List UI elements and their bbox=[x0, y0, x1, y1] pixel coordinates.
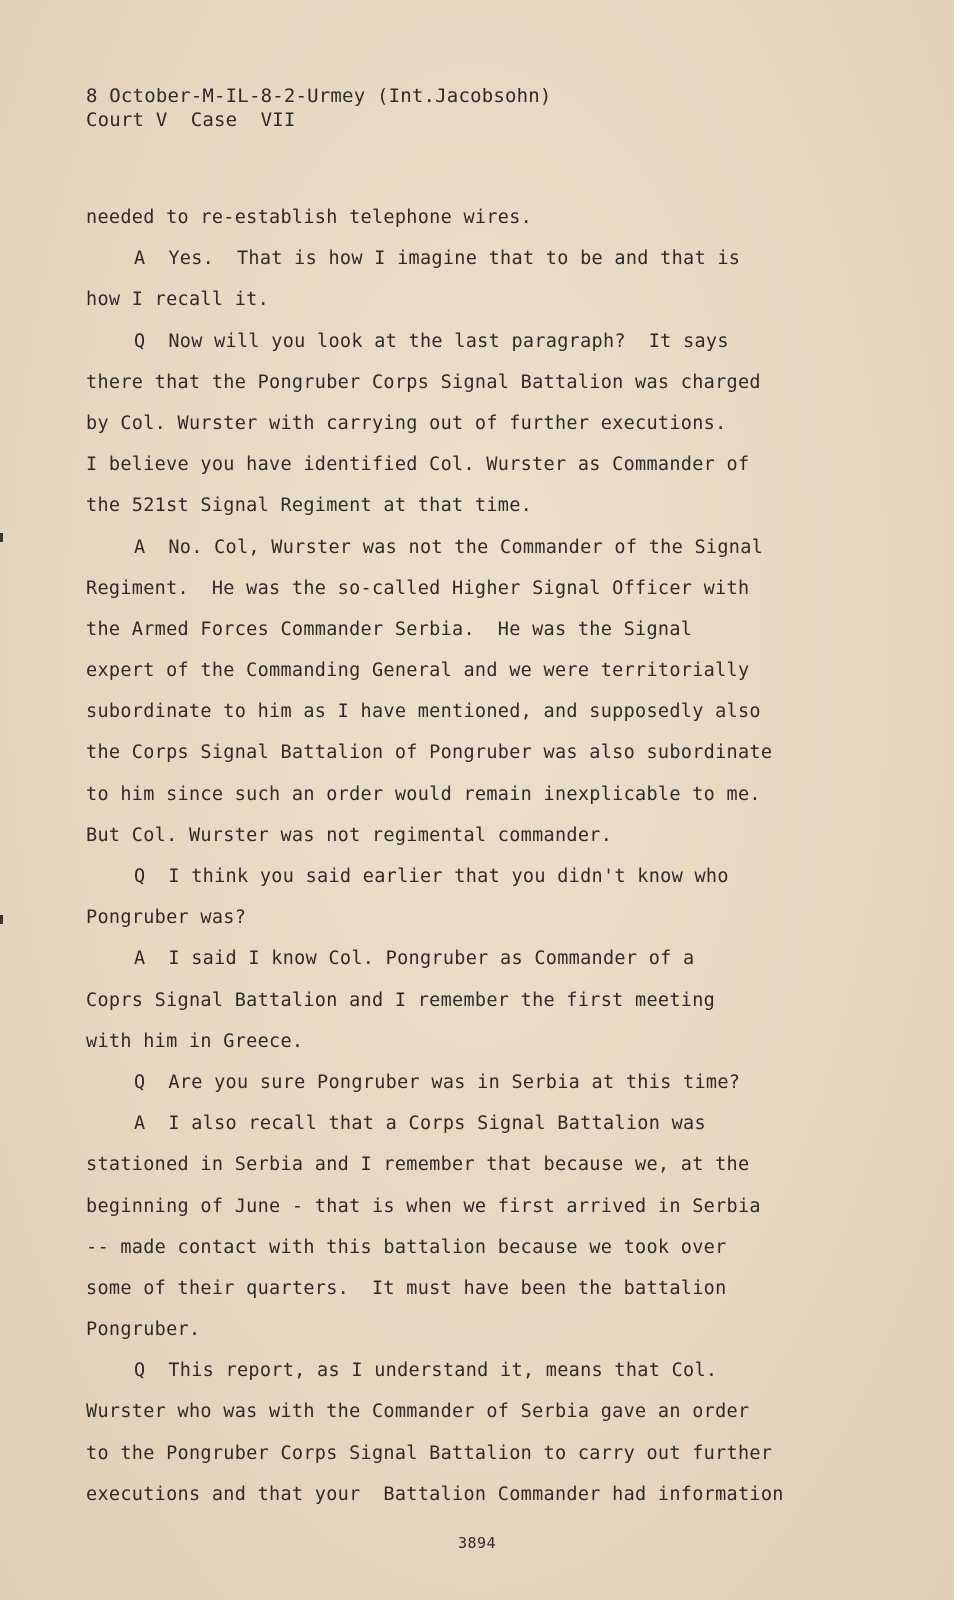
transcript-line: A No. Col, Wurster was not the Commander of the Signal bbox=[134, 536, 764, 558]
transcript-line: needed to re-establish telephone wires. bbox=[86, 207, 533, 228]
transcript-line: Q I think you said earlier that you didn't know who bbox=[134, 866, 729, 887]
document-header bbox=[86, 84, 552, 132]
transcript-line: But Col. Wurster was not regimental commander. bbox=[86, 824, 613, 846]
transcript-line: there that the Pongruber Corps Signal Battalion was charged bbox=[86, 371, 761, 393]
transcript-line: Q This report, as I understand it, means that Col. bbox=[134, 1360, 718, 1382]
margin-mark bbox=[0, 915, 3, 924]
transcript-line: executions and that your Battalion Commander had information bbox=[86, 1483, 784, 1505]
transcript-line: expert of the Commanding General and we were territorially bbox=[86, 660, 750, 682]
transcript-line: to him since such an order would remain inexplicable to me. bbox=[86, 783, 761, 805]
transcript-line: Q Are you sure Pongruber was in Serbia at this time? bbox=[134, 1071, 741, 1093]
transcript-line: A I also recall that a Corps Signal Battalion was bbox=[134, 1113, 706, 1135]
transcript-line: Regiment. He was the so-called Higher Signal Officer with bbox=[86, 577, 750, 599]
header-date-line: 8 October-M-IL-8-2-Urmey (Int.Jacobsohn) bbox=[86, 85, 552, 107]
transcript-body bbox=[86, 206, 866, 1524]
transcript-line: -- made contact with this battalion because we took over bbox=[86, 1236, 727, 1258]
transcript-line: the 521st Signal Regiment at that time. bbox=[86, 495, 533, 517]
transcript-line: by Col. Wurster with carrying out of further executions. bbox=[86, 412, 727, 434]
transcript-line: the Armed Forces Commander Serbia. He was the Signal bbox=[86, 618, 693, 640]
transcript-line: some of their quarters. It must have been the battalion bbox=[86, 1277, 727, 1299]
transcript-line: with him in Greece. bbox=[86, 1030, 304, 1052]
transcript-line: stationed in Serbia and I remember that because we, at the bbox=[86, 1154, 750, 1176]
transcript-line: A I said I know Col. Pongruber as Commander of a bbox=[134, 948, 695, 970]
transcript-line: I believe you have identified Col. Wurster as Commander of bbox=[86, 454, 750, 476]
margin-mark bbox=[0, 533, 3, 542]
transcript-line: the Corps Signal Battalion of Pongruber was also subordinate bbox=[86, 742, 773, 764]
transcript-line: Pongruber was? bbox=[86, 907, 247, 929]
transcript-line: to the Pongruber Corps Signal Battalion to carry out further bbox=[86, 1442, 773, 1464]
page-number: 3894 bbox=[457, 1534, 497, 1552]
header-court-line: Court V Case VII bbox=[86, 109, 296, 131]
transcript-line: Pongruber. bbox=[86, 1319, 201, 1341]
transcript-line: Coprs Signal Battalion and I remember the first meeting bbox=[86, 989, 716, 1011]
transcript-line: Wurster who was with the Commander of Serbia gave an order bbox=[86, 1401, 750, 1423]
transcript-line: how I recall it. bbox=[86, 289, 270, 311]
transcript-line: subordinate to him as I have mentioned, and supposedly also bbox=[86, 701, 761, 723]
transcript-line: A Yes. That is how I imagine that to be and that is bbox=[134, 248, 741, 270]
transcript-line: Q Now will you look at the last paragraph? It says bbox=[134, 330, 729, 352]
transcript-line: beginning of June - that is when we first arrived in Serbia bbox=[86, 1195, 761, 1217]
